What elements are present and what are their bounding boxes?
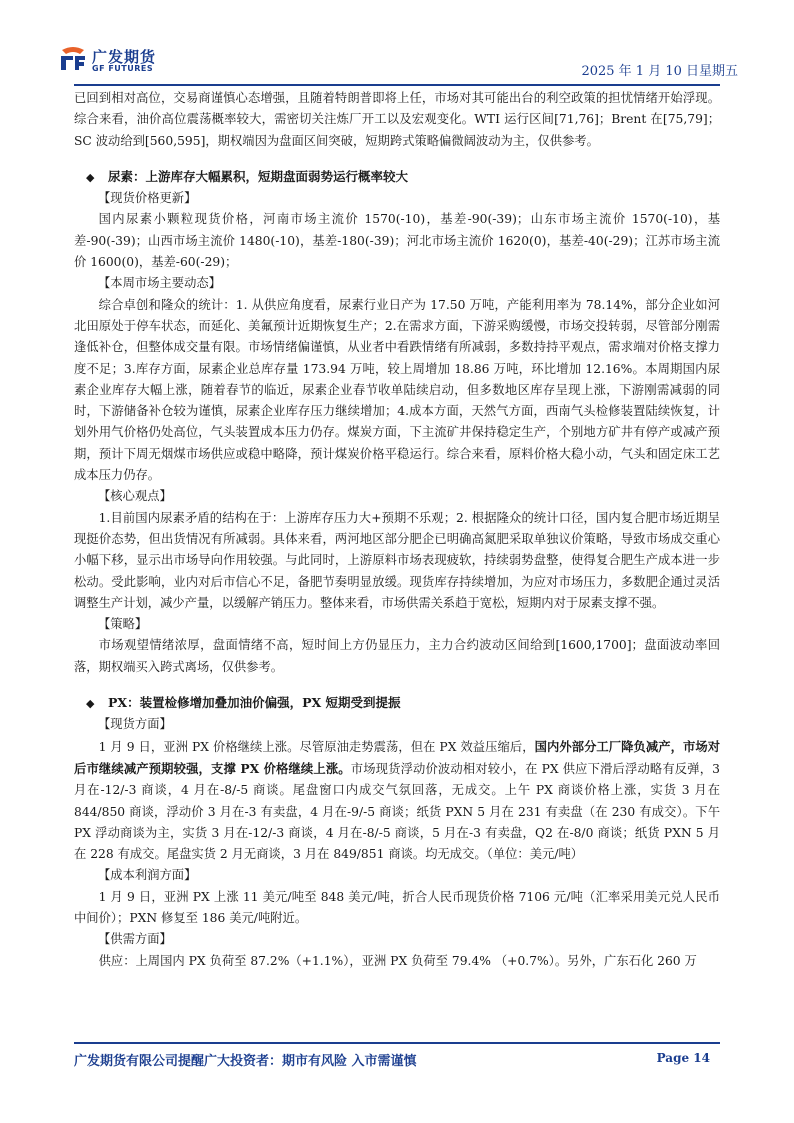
urea-market-title: 【本周市场主要动态】	[98, 276, 221, 291]
gf-logo-icon	[58, 44, 88, 74]
urea-strategy-text: 市场观望情绪浓厚，盘面情绪不高，短时间上方仍显压力，主力合约波动区间给到[1600,1700]；盘面波动率回落，期权端买入跨式离场，仅供参考。	[74, 638, 720, 674]
logo-text-en: GF FUTURES	[92, 64, 154, 73]
footer-disclaimer: 广发期货有限公司提醒广大投资者：期市有风险 入市需谨慎	[74, 1054, 417, 1069]
px-spot-text-bold: 国内外部分工厂降负减产，市场对后市继续减产预期较强，支撑 PX 价格继续上涨。	[74, 738, 720, 776]
px-section-heading	[74, 692, 720, 714]
urea-spot-title: 【现货价格更新】	[98, 191, 197, 206]
px-cost-text: 1 月 9 日，亚洲 PX 上涨 11 美元/吨至 848 美元/吨，折合人民币现货价格 7106 元/吨（汇率采用美元兑人民币中间价）；PXN 修复至 186 美元/吨附近。	[74, 889, 720, 925]
footer-divider	[74, 1042, 720, 1044]
px-spot-text	[74, 736, 720, 866]
intro-paragraph: 已回到相对高位，交易商谨慎心态增强，且随着特朗普即将上任，市场对其可能出台的利空政策的担忧情绪开始浮现。综合来看，油价高位震荡概率较大，需密切关注炼厂开工以及宏观变化。WTI 运行区间[71,76]；Brent 在[75,79]；SC 波动给到[560,595]，期权端因为盘面区间突破，短期跨式策略偏微阔波动为主，仅供参考。	[74, 91, 720, 148]
px-supply-title: 【供需方面】	[98, 932, 172, 947]
px-spot-text-b: 市场现货浮动价波动相对较小，在 PX 供应下滑后浮动略有反弹，3 月在-12/-3 商谈，4 月在-8/-5 商谈。尾盘窗口内成交气氛回落，无成交。上午 PX 商谈价格上涨，实货 3 月在 844/850 商谈，浮动价 3 月在-3 有卖盘，4 月在-9/-5 商谈；纸货 PXN 5 月在 231 有卖盘（在 230 有成交）。下午 PX 浮动商谈为主，实货 3 月在-12/-3 商谈，4 月在-8/-5 商谈，5 月在-3 有卖盘，Q2 在-8/0 商谈；纸货 PXN 5 月在 228 有成交。尾盘实货 2 月无商谈，3 月在 849/851 商谈。均无成交。（单位：美元/吨）	[74, 761, 720, 862]
page-number: Page 14	[656, 1051, 710, 1065]
header-divider	[74, 84, 720, 86]
urea-core-title: 【核心观点】	[98, 489, 172, 504]
diamond-bullet-icon: ◆	[86, 697, 95, 711]
diamond-bullet-icon: ◆	[86, 170, 95, 184]
urea-section-heading	[74, 166, 720, 188]
px-heading-text: PX：装置检修增加叠加油价偏强，PX 短期受到提振	[108, 695, 401, 711]
company-logo	[58, 44, 168, 76]
page-content	[74, 88, 720, 972]
px-spot-title: 【现货方面】	[98, 717, 172, 732]
urea-heading-text: 尿素：上游库存大幅累积，短期盘面弱势运行概率较大	[108, 168, 409, 184]
px-supply-text: 供应：上周国内 PX 负荷至 87.2%（+1.1%），亚洲 PX 负荷至 79.4% （+0.7%）。另外，广东石化 260 万	[98, 953, 697, 968]
urea-strategy-title: 【策略】	[98, 617, 148, 632]
logo-text-cn: 广发期货	[92, 48, 157, 66]
px-spot-text-a: 1 月 9 日，亚洲 PX 价格继续上涨。尽管原油走势震荡，但在 PX 效益压缩后，	[98, 739, 535, 754]
urea-market-text: 综合卓创和隆众的统计：1. 从供应角度看，尿素行业日产为 17.50 万吨，产能利用率为 78.14%，部分企业如河北田原处于停车状态，而延化、美氟预计近期恢复生产；2.在需求方面，下游采购缓慢，市场交投转弱，尽管部分刚需逢低补仓，但整体成交量有限。市场情绪偏谨慎，从业者中看跌情绪有所减弱，多数持持平观点，需求端对价格支撑力度不足；3.库存方面，尿素企业总库存量 173.94 万吨，较上周增加 18.86 万吨，环比增加 12.16%。本周期国内尿素企业库存大幅上涨，随着春节的临近，尿素企业春节收单陆续启动，但多数地区库存呈现上涨，下游刚需减弱的同时，下游储备补仓较为谨慎，尿素企业库存压力继续增加；4.成本方面，天然气方面，西南气头检修装置陆续恢复，计划外用气价格仍处高位，气头装置成本压力仍存。煤炭方面，下主流矿井保持稳定生产，个别地方矿井有停产或减产预期，预计下周无烟煤市场供应或稳中略降，预计煤炭价格平稳运行。综合来看，原料价格大稳小动，气头和固定床工艺成本压力仍存。	[74, 297, 720, 483]
page-header	[0, 0, 794, 90]
urea-spot-text: 国内尿素小颗粒现货价格，河南市场主流价 1570(-10)，基差-90(-39)；山东市场主流价 1570(-10)，基差-90(-39)；山西市场主流价 1480(-10)，基差-180(-39)；河北市场主流价 1620(0)，基差-40(-29)；江苏市场主流价 1600(0)，基差-60(-29)；	[74, 212, 720, 270]
report-date: 2025 年 1 月 10 日星期五	[581, 64, 738, 79]
urea-core-text: 1.目前国内尿素矛盾的结构在于：上游库存压力大+预期不乐观；2. 根据隆众的统计口径，国内复合肥市场近期呈现挺价态势，但出货情况有所减弱。具体来看，两河地区部分肥企已明确高氮肥采取单独议价策略，导致市场成交重心小幅下移，显示出市场导向作用较强。与此同时，上游原料市场表现疲软，持续弱势盘整，使得复合肥生产成本进一步松动。受此影响，业内对后市信心不足，备肥节奏明显放缓。现货库存持续增加，为应对市场压力，多数肥企通过灵活调整生产计划，减少产量，以缓解产销压力。整体来看，市场供需关系趋于宽松，短期内对于尿素支撑不强。	[74, 510, 720, 610]
px-cost-title: 【成本利润方面】	[98, 868, 197, 883]
